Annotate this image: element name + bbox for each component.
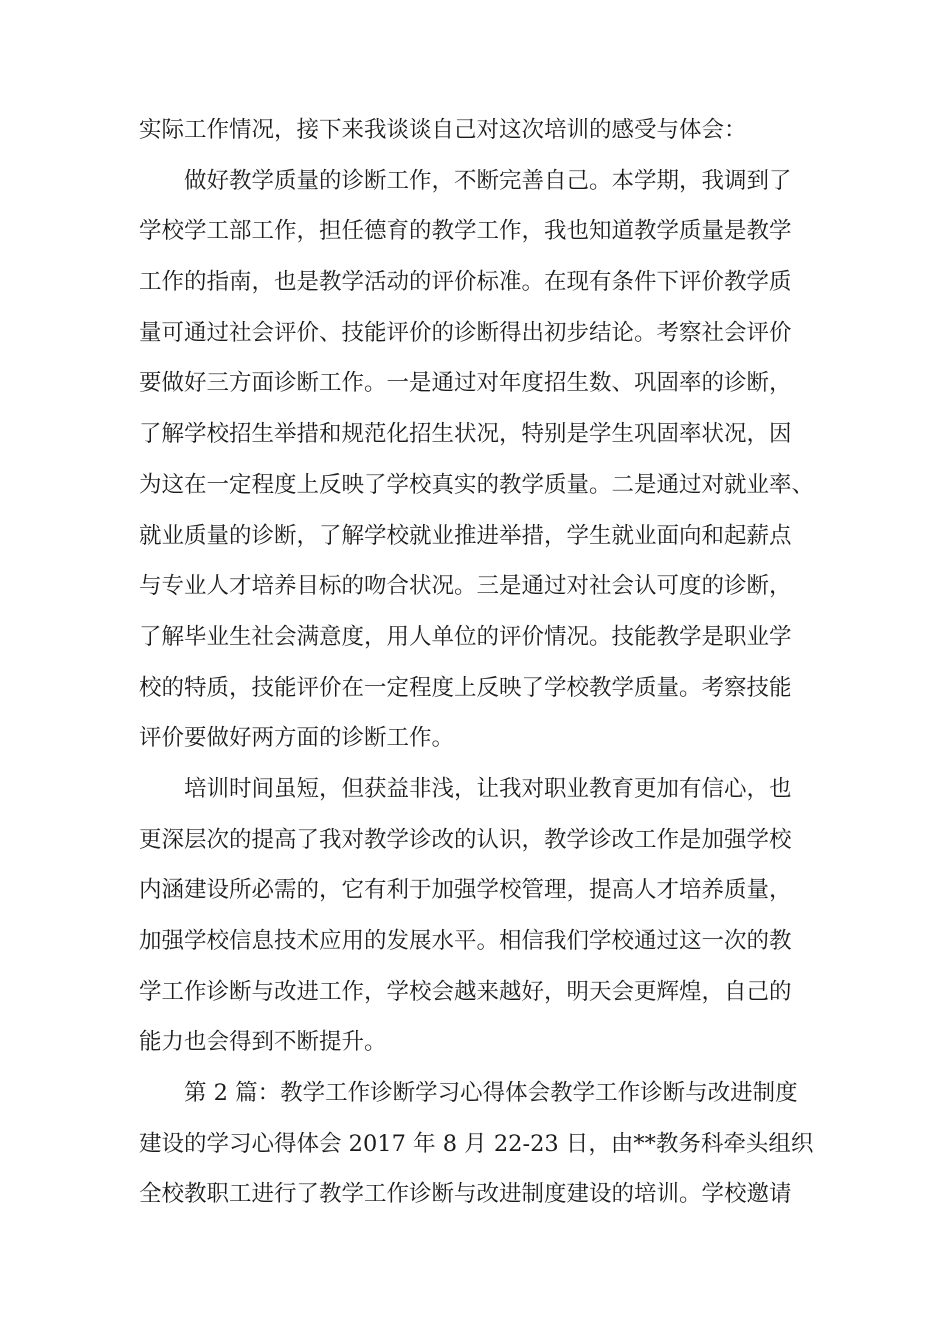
text-line: 为这在一定程度上反映了学校真实的教学质量。二是通过对就业率、 <box>139 471 815 498</box>
text-line: 了解学校招生举措和规范化招生状况，特别是学生巩固率状况，因 <box>139 421 792 448</box>
text-line: 就业质量的诊断，了解学校就业推进举措，学生就业面向和起薪点 <box>139 522 792 549</box>
text-line: 能力也会得到不断提升。 <box>139 1029 387 1056</box>
text-line: 学工作诊断与改进工作，学校会越来越好，明天会更辉煌，自己的 <box>139 978 792 1005</box>
text-line: 与专业人才培养目标的吻合状况。三是通过对社会认可度的诊断， <box>139 573 792 600</box>
paragraph-start-line: 第 2 篇：教学工作诊断学习心得体会教学工作诊断与改进制度 <box>184 1080 798 1107</box>
text-line: 工作的指南，也是教学活动的评价标准。在现有条件下评价教学质 <box>139 269 792 296</box>
text-line: 了解毕业生社会满意度，用人单位的评价情况。技能教学是职业学 <box>139 623 792 650</box>
paragraph-start-line: 培训时间虽短，但获益非浅，让我对职业教育更加有信心，也 <box>184 775 792 802</box>
text-line: 量可通过社会评价、技能评价的诊断得出初步结论。考察社会评价 <box>139 319 792 346</box>
text-line: 要做好三方面诊断工作。一是通过对年度招生数、巩固率的诊断， <box>139 370 792 397</box>
text-line: 全校教职工进行了教学工作诊断与改进制度建设的培训。学校邀请 <box>139 1181 792 1208</box>
text-line: 建设的学习心得体会 2017 年 8 月 22-23 日，由**教务科牵头组织 <box>139 1130 814 1157</box>
text-line: 校的特质，技能评价在一定程度上反映了学校教学质量。考察技能 <box>139 674 792 701</box>
text-line: 加强学校信息技术应用的发展水平。相信我们学校通过这一次的教 <box>139 928 792 954</box>
text-line: 评价要做好两方面的诊断工作。 <box>139 725 455 752</box>
paragraph-start-line: 做好教学质量的诊断工作，不断完善自己。本学期，我调到了 <box>184 167 792 194</box>
text-line: 更深层次的提高了我对教学诊改的认识，教学诊改工作是加强学校 <box>139 826 792 853</box>
text-line: 内涵建设所必需的，它有利于加强学校管理，提高人才培养质量， <box>139 877 792 904</box>
text-line: 实际工作情况，接下来我谈谈自己对这次培训的感受与体会： <box>139 117 747 143</box>
document-body <box>139 105 819 1220</box>
text-line: 学校学工部工作，担任德育的教学工作，我也知道教学质量是教学 <box>139 218 792 245</box>
